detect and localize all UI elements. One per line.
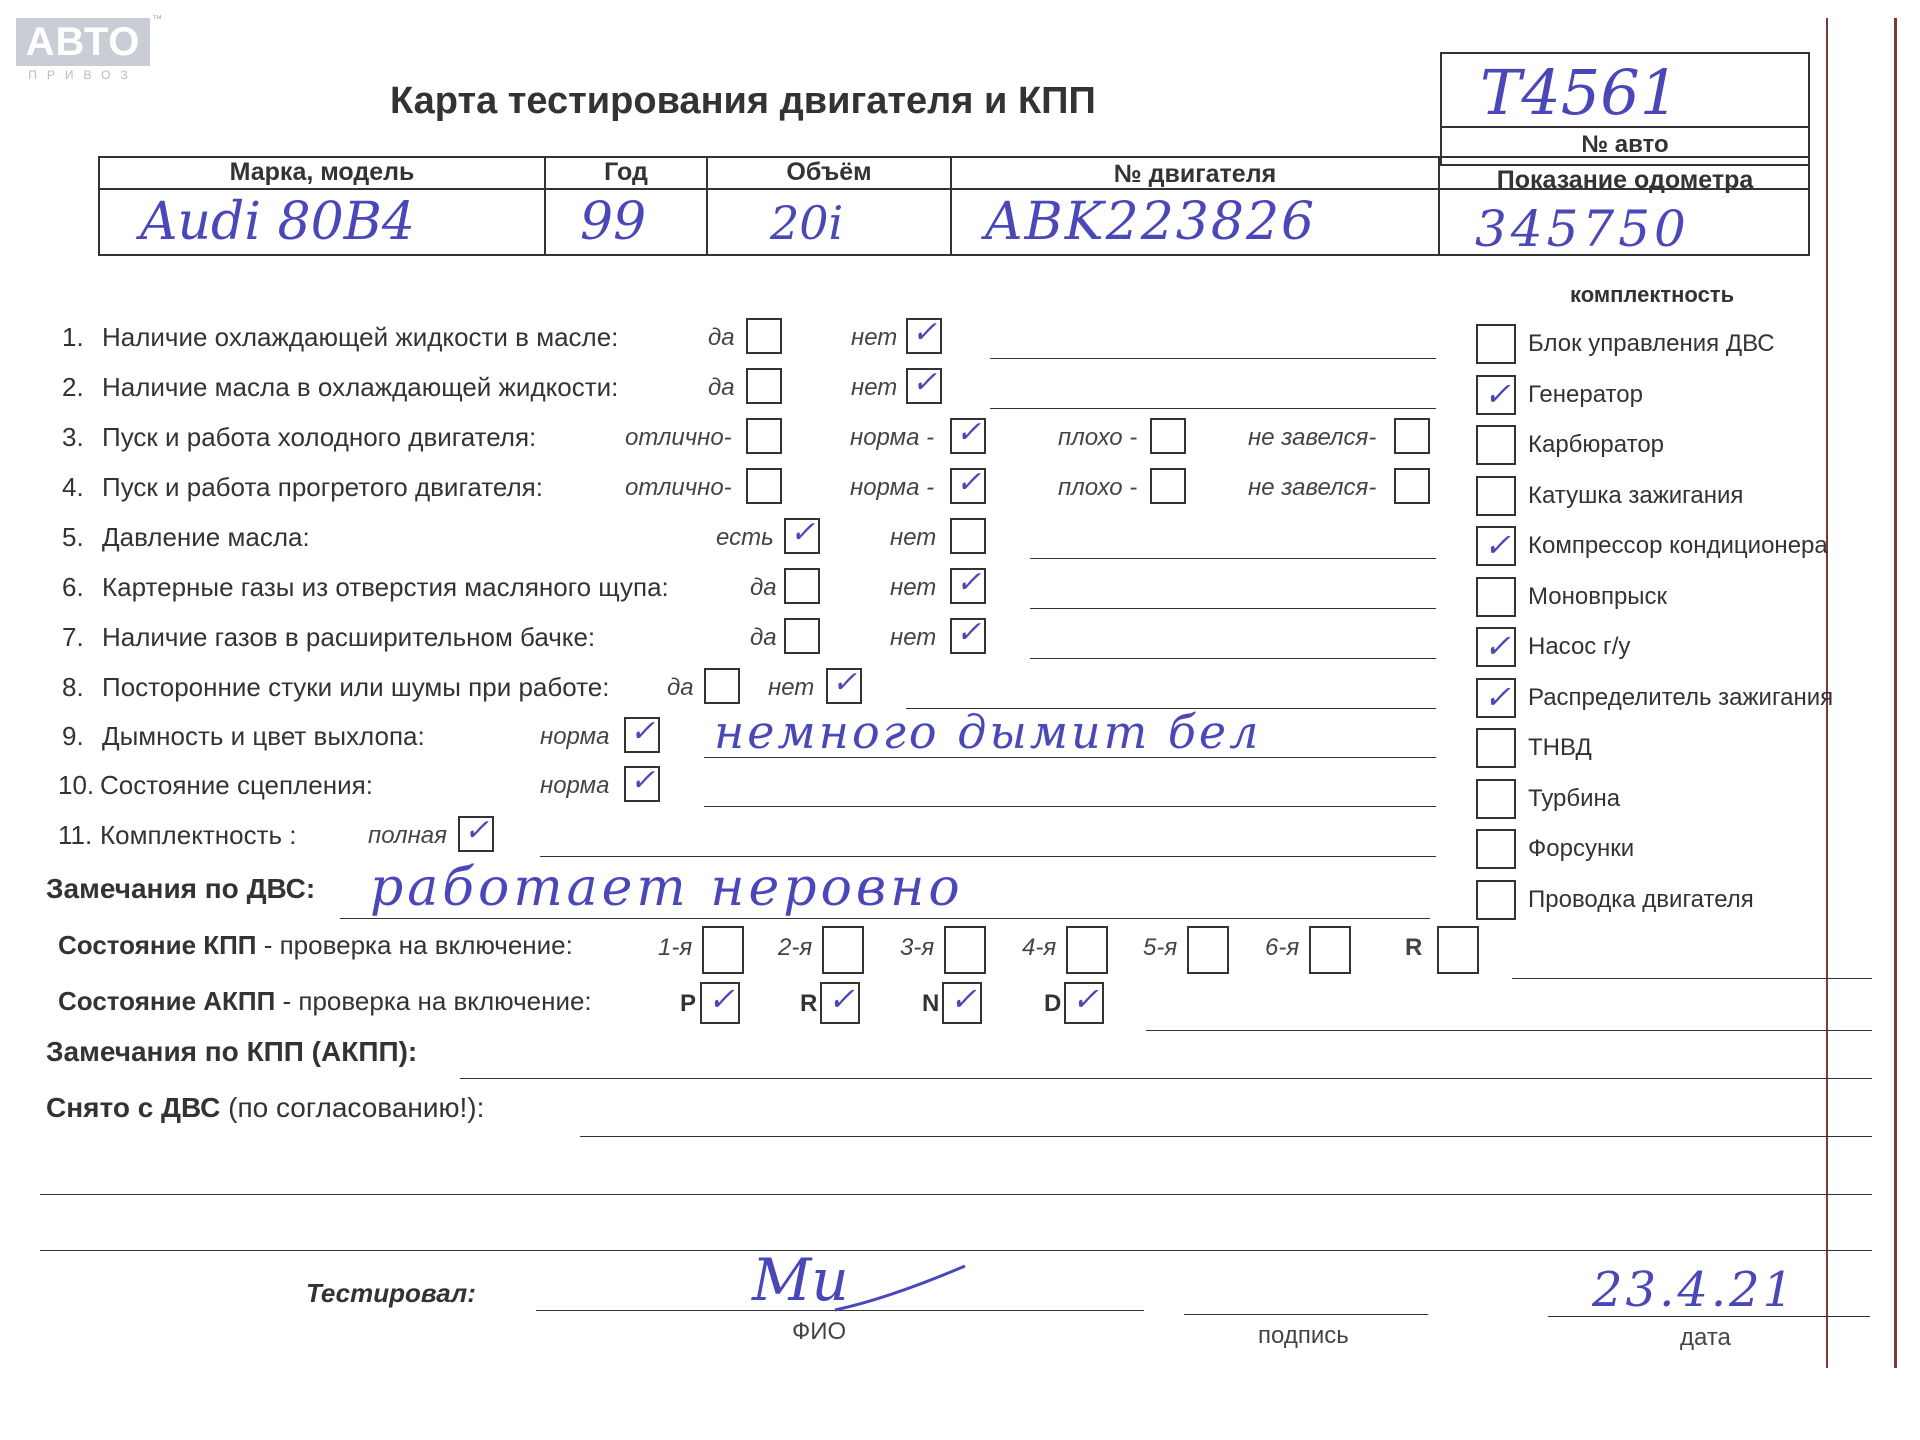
date-label: дата bbox=[1680, 1324, 1731, 1351]
question-text: Давление масла: bbox=[102, 522, 310, 552]
question-text: Посторонние стуки или шумы при работе: bbox=[102, 672, 610, 702]
question-text: Картерные газы из отверстия масляного щупа: bbox=[102, 572, 669, 602]
komplekt-checkbox[interactable] bbox=[1476, 476, 1516, 516]
check-mark-icon: ✓ bbox=[1484, 627, 1511, 665]
remarks-dvs-label: Замечания по ДВС: bbox=[46, 873, 316, 904]
answer-line[interactable] bbox=[990, 408, 1436, 409]
option-label: норма bbox=[540, 772, 610, 799]
check-mark-icon: ✓ bbox=[1072, 980, 1099, 1018]
option-label: норма - bbox=[850, 424, 935, 451]
option-label: отлично- bbox=[625, 474, 732, 501]
kpp-gear-checkbox[interactable] bbox=[1187, 926, 1229, 974]
engine-no-value: ABK223826 bbox=[985, 192, 1317, 252]
remarks-kpp-label: Замечания по КПП (АКПП): bbox=[46, 1036, 418, 1067]
answer-line[interactable] bbox=[990, 358, 1436, 359]
option-label: есть bbox=[716, 524, 774, 551]
answer-line[interactable] bbox=[1030, 558, 1436, 559]
komplekt-checkbox[interactable] bbox=[1476, 425, 1516, 465]
option-label: не завелся- bbox=[1248, 474, 1377, 501]
remarks-dvs-line bbox=[340, 918, 1430, 919]
question-number: 1. bbox=[62, 322, 84, 352]
signature-line[interactable] bbox=[1184, 1314, 1428, 1315]
komplekt-item-label: ТНВД bbox=[1528, 734, 1592, 761]
logo-tm: ™ bbox=[152, 14, 162, 25]
option-label: отлично- bbox=[625, 424, 732, 451]
question-number: 11. bbox=[58, 820, 93, 850]
odometer-label: Показание одометра bbox=[1496, 166, 1754, 194]
question-number: 4. bbox=[62, 472, 84, 502]
answer-line[interactable] bbox=[1030, 608, 1436, 609]
komplekt-checkbox[interactable] bbox=[1476, 829, 1516, 869]
komplekt-checkbox[interactable] bbox=[1476, 779, 1516, 819]
kpp-gear-label: R bbox=[1405, 934, 1423, 961]
question-text: Пуск и работа прогретого двигателя: bbox=[102, 472, 543, 502]
akpp-gear-label: R bbox=[800, 990, 818, 1017]
car-number-value: Т4561 bbox=[1480, 56, 1680, 129]
komplekt-checkbox[interactable] bbox=[1476, 577, 1516, 617]
kpp-gear-checkbox[interactable] bbox=[944, 926, 986, 974]
akpp-gear-label: N bbox=[922, 990, 940, 1017]
kpp-gear-checkbox[interactable] bbox=[1309, 926, 1351, 974]
option-checkbox[interactable] bbox=[704, 668, 740, 704]
check-mark-icon: ✓ bbox=[708, 980, 735, 1018]
kpp-line bbox=[1512, 978, 1872, 979]
option-checkbox[interactable] bbox=[1394, 468, 1430, 504]
komplekt-title: комплектность bbox=[1570, 282, 1735, 307]
akpp-label-bold: Состояние АКПП bbox=[58, 986, 276, 1016]
komplekt-item-label: Катушка зажигания bbox=[1528, 481, 1744, 509]
option-label: да bbox=[708, 324, 735, 351]
year-value: 99 bbox=[580, 192, 647, 252]
akpp-gear-label: D bbox=[1044, 990, 1062, 1017]
kpp-label-rest: - проверка на включение: bbox=[256, 930, 573, 960]
option-label: не завелся- bbox=[1248, 424, 1377, 451]
option-checkbox[interactable] bbox=[1150, 418, 1186, 454]
question-text: Наличие масла в охлаждающей жидкости: bbox=[102, 372, 619, 402]
check-mark-icon: ✓ bbox=[956, 415, 982, 450]
question-number: 10. bbox=[58, 770, 95, 800]
komplekt-checkbox[interactable] bbox=[1476, 324, 1516, 364]
option-checkbox[interactable] bbox=[746, 468, 782, 504]
option-label: нет bbox=[768, 674, 815, 701]
check-mark-icon: ✓ bbox=[956, 615, 982, 650]
komplekt-item-label: Компрессор кондиционера bbox=[1528, 532, 1828, 559]
option-label: да bbox=[667, 674, 694, 701]
question-text: Пуск и работа холодного двигателя: bbox=[102, 422, 537, 452]
akpp-label-rest: - проверка на включение: bbox=[275, 986, 592, 1016]
remarks-kpp-line[interactable] bbox=[460, 1078, 1872, 1079]
check-mark-icon: ✓ bbox=[464, 813, 490, 848]
question-text: Наличие охлаждающей жидкости в масле: bbox=[102, 322, 619, 352]
date-value: 23.4.21 bbox=[1592, 1262, 1797, 1318]
answer-note[interactable]: немного дымит бел bbox=[714, 705, 1262, 759]
option-checkbox[interactable] bbox=[746, 368, 782, 404]
question-text: Комплектность : bbox=[100, 820, 297, 850]
kpp-gear-checkbox[interactable] bbox=[1066, 926, 1108, 974]
kpp-gear-checkbox[interactable] bbox=[702, 926, 744, 974]
check-mark-icon: ✓ bbox=[790, 515, 816, 550]
check-mark-icon: ✓ bbox=[630, 714, 656, 749]
check-mark-icon: ✓ bbox=[956, 465, 982, 500]
kpp-gear-checkbox[interactable] bbox=[822, 926, 864, 974]
volume-value: 20i bbox=[770, 196, 844, 250]
option-checkbox[interactable] bbox=[1150, 468, 1186, 504]
akpp-gear-label: P bbox=[680, 990, 697, 1017]
signature-label: подпись bbox=[1258, 1322, 1349, 1349]
blank-line-1[interactable] bbox=[40, 1194, 1872, 1195]
komplekt-item-label: Проводка двигателя bbox=[1528, 885, 1754, 913]
signature-stroke-icon bbox=[830, 1258, 970, 1318]
option-label: норма bbox=[540, 723, 610, 750]
brand-label: Марка, модель bbox=[229, 158, 415, 186]
check-mark-icon: ✓ bbox=[912, 315, 938, 350]
check-mark-icon: ✓ bbox=[1484, 677, 1511, 716]
question-text: Дымность и цвет выхлопа: bbox=[102, 721, 425, 751]
engine-no-label: № двигателя bbox=[1113, 160, 1277, 188]
question-number: 6. bbox=[62, 572, 84, 602]
kpp-gear-checkbox[interactable] bbox=[1437, 926, 1479, 974]
fio-label: ФИО bbox=[792, 1318, 847, 1345]
car-number-label: № авто bbox=[1581, 131, 1669, 158]
komplekt-item-label: Генератор bbox=[1528, 380, 1643, 408]
komplekt-checkbox[interactable] bbox=[1476, 728, 1516, 768]
question-number: 5. bbox=[62, 522, 84, 552]
komplekt-item-label: Блок управления ДВС bbox=[1528, 330, 1775, 357]
kpp-gear-label: 1-я bbox=[658, 934, 693, 961]
option-checkbox[interactable] bbox=[746, 418, 782, 454]
answer-line[interactable] bbox=[1030, 658, 1436, 659]
komplekt-item-label: Распределитель зажигания bbox=[1528, 683, 1834, 711]
question-number: 8. bbox=[62, 672, 84, 702]
option-checkbox[interactable] bbox=[784, 568, 820, 604]
option-label: да bbox=[750, 624, 777, 651]
brand-value: Audi 80B4 bbox=[140, 192, 415, 252]
question-number: 7. bbox=[62, 622, 84, 652]
kpp-label-bold: Состояние КПП bbox=[58, 930, 257, 960]
removed-label bbox=[46, 1092, 484, 1124]
option-checkbox[interactable] bbox=[784, 618, 820, 654]
kpp-gear-label: 4-я bbox=[1022, 934, 1057, 961]
check-mark-icon: ✓ bbox=[1484, 374, 1511, 413]
option-label: полная bbox=[368, 822, 447, 849]
blank-line-2[interactable] bbox=[40, 1250, 1872, 1251]
kpp-gear-label: 2-я bbox=[778, 934, 813, 961]
option-label: плохо - bbox=[1058, 474, 1138, 501]
komplekt-item-label: Форсунки bbox=[1528, 835, 1635, 862]
question-number: 2. bbox=[62, 372, 84, 402]
option-checkbox[interactable] bbox=[746, 318, 782, 354]
komplekt-item-label: Насос г/у bbox=[1528, 633, 1631, 660]
odometer-value: 345750 bbox=[1475, 200, 1690, 258]
question-text: Наличие газов в расширительном бачке: bbox=[102, 622, 596, 652]
check-mark-icon: ✓ bbox=[912, 365, 938, 400]
removed-label-bold: Снято с ДВС bbox=[46, 1092, 221, 1123]
question-number: 9. bbox=[62, 721, 84, 751]
removed-label-rest: (по согласованию!): bbox=[220, 1092, 485, 1123]
option-label: да bbox=[750, 574, 777, 601]
tested-label: Тестировал: bbox=[306, 1278, 476, 1308]
komplekt-item-label: Карбюратор bbox=[1528, 431, 1665, 458]
option-label: норма - bbox=[850, 474, 935, 501]
removed-line[interactable] bbox=[580, 1136, 1872, 1137]
signature-value: Ми bbox=[752, 1246, 849, 1314]
remarks-dvs-value[interactable]: работает неровно bbox=[370, 858, 964, 918]
komplekt-item-label: Моновпрыск bbox=[1528, 582, 1668, 610]
option-label: нет bbox=[851, 324, 898, 351]
year-label: Год bbox=[604, 158, 648, 186]
komplekt-checkbox[interactable] bbox=[1476, 880, 1516, 920]
akpp-line bbox=[1146, 1030, 1872, 1031]
option-label: нет bbox=[890, 574, 937, 601]
akpp-label bbox=[58, 986, 592, 1017]
option-label: нет bbox=[851, 374, 898, 401]
option-label: да bbox=[708, 374, 735, 401]
option-checkbox[interactable] bbox=[950, 518, 986, 554]
kpp-gear-label: 6-я bbox=[1265, 934, 1300, 961]
question-text: Состояние сцепления: bbox=[100, 770, 373, 800]
check-mark-icon: ✓ bbox=[950, 980, 977, 1018]
check-mark-icon: ✓ bbox=[1484, 526, 1511, 564]
check-mark-icon: ✓ bbox=[832, 665, 858, 700]
check-mark-icon: ✓ bbox=[956, 565, 982, 600]
check-mark-icon: ✓ bbox=[828, 980, 855, 1018]
logo-subtitle: ПРИВОЗ bbox=[28, 68, 138, 82]
logo: АВТО bbox=[16, 18, 150, 66]
kpp-gear-label: 3-я bbox=[900, 934, 935, 961]
check-mark-icon: ✓ bbox=[630, 763, 656, 798]
option-label: нет bbox=[890, 624, 937, 651]
option-label: нет bbox=[890, 524, 937, 551]
question-number: 3. bbox=[62, 422, 84, 452]
option-label: плохо - bbox=[1058, 424, 1138, 451]
page-title: Карта тестирования двигателя и КПП bbox=[390, 80, 1096, 122]
komplekt-item-label: Турбина bbox=[1528, 784, 1621, 812]
kpp-label bbox=[58, 930, 573, 961]
right-edge-line bbox=[1894, 18, 1897, 1368]
answer-line[interactable] bbox=[704, 806, 1436, 807]
kpp-gear-label: 5-я bbox=[1143, 934, 1178, 961]
answer-line[interactable] bbox=[540, 856, 1436, 857]
volume-label: Объём bbox=[786, 158, 872, 186]
option-checkbox[interactable] bbox=[1394, 418, 1430, 454]
